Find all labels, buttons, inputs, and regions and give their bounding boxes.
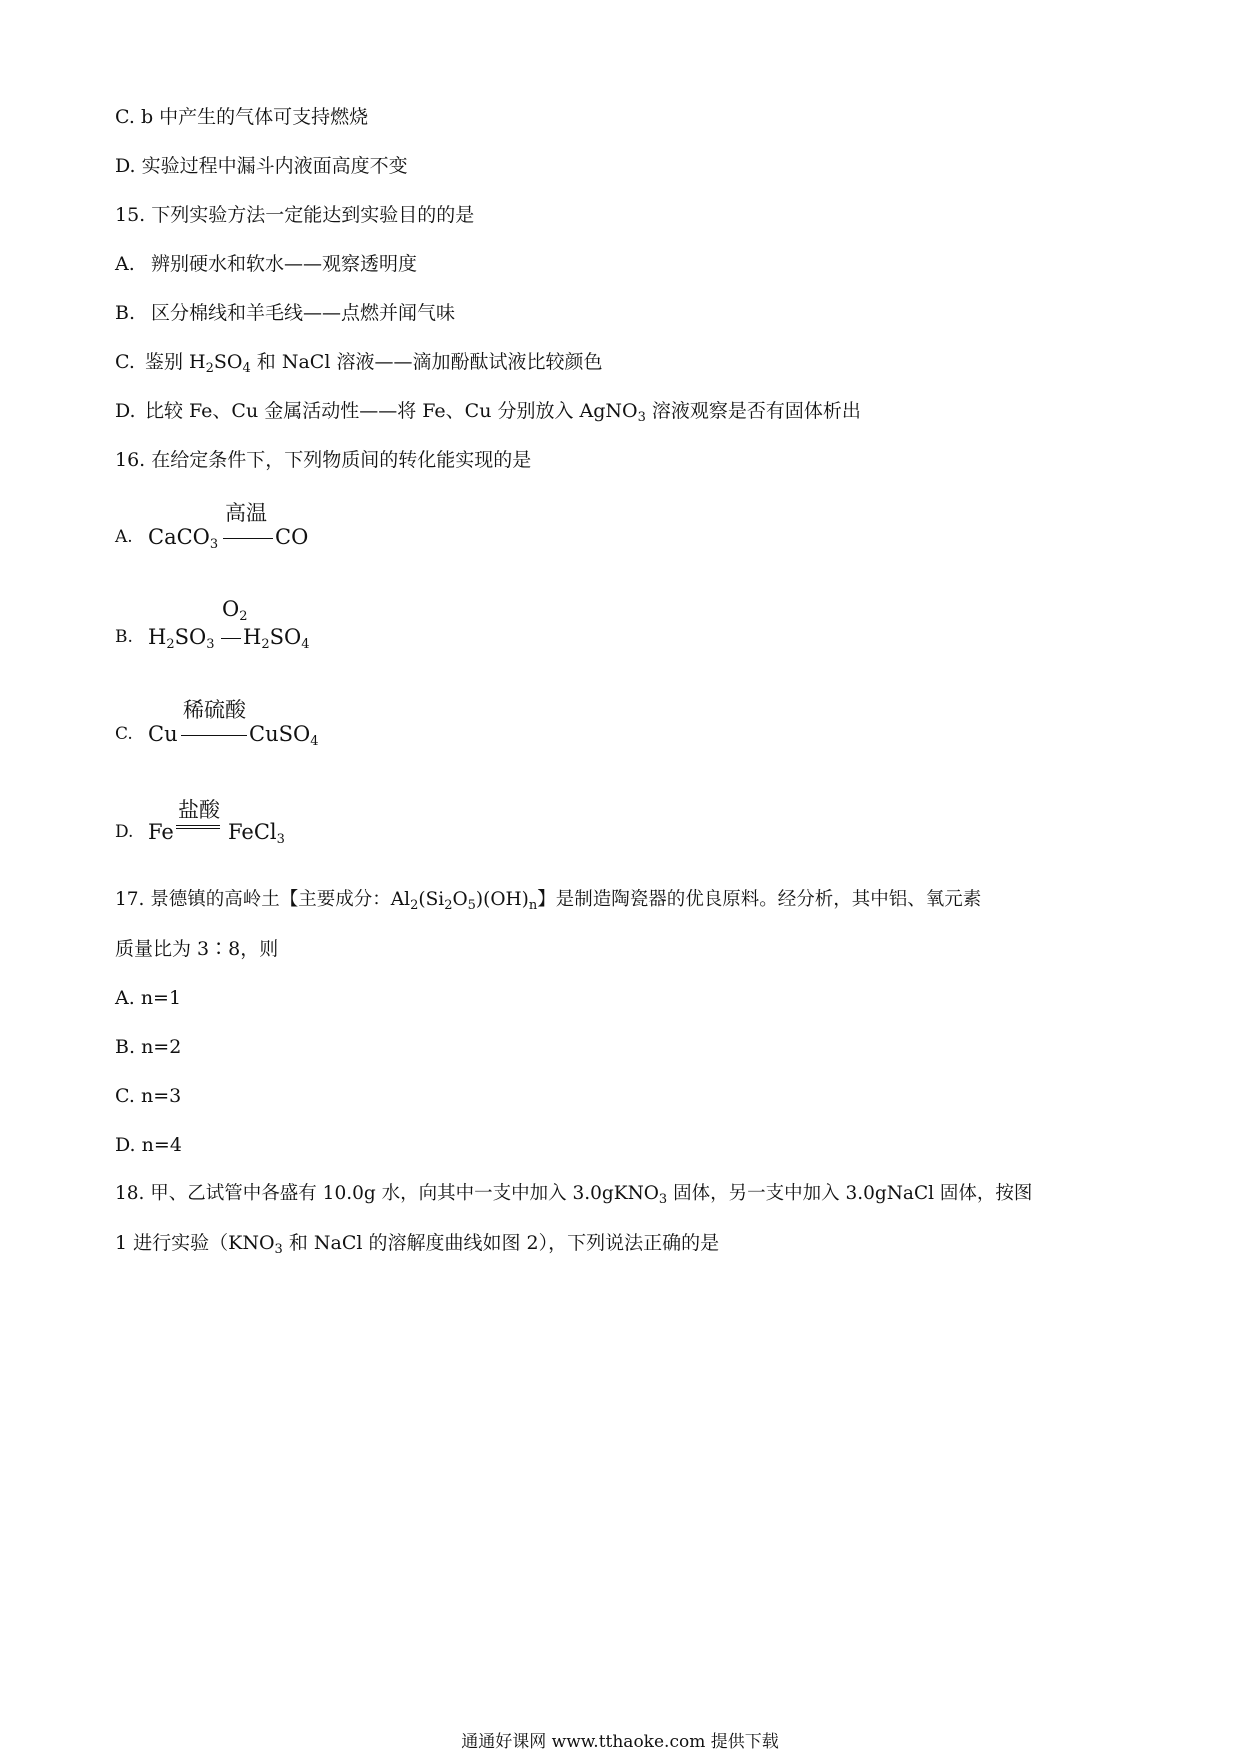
q16-option-c (115, 692, 415, 752)
option-label: D. (115, 400, 136, 422)
reactant: $H_2SO_3$ (148, 625, 215, 652)
option-label: C. (115, 724, 133, 744)
reactant: Fe (148, 820, 174, 844)
q17-option-a: A. n=1 (115, 987, 182, 1009)
q17-option-c: C. n=3 (115, 1085, 182, 1107)
product: FeCl$_3$ (228, 820, 285, 847)
reaction-arrow (221, 638, 241, 639)
option-text: 区分棉线和羊毛线——点燃并闻气味 (151, 302, 456, 324)
q18-stem-line1: 18. 甲、乙试管中各盛有 10.0g 水，向其中一支中加入 3.0gKNO$_3$ 固体，另一支中加入 3.0gNaCl 固体，按图 (115, 1183, 1033, 1207)
product: CO (275, 525, 309, 549)
product: $H_2SO_4$ (243, 625, 310, 652)
reaction-arrow-lower (176, 828, 220, 829)
reaction-condition: $O_2$ (222, 597, 248, 624)
option-text: 辨别硬水和软水——观察透明度 (151, 253, 418, 275)
q15-option-b (115, 300, 455, 326)
q16-option-b (115, 595, 415, 655)
reaction-arrow (223, 538, 273, 539)
q16-stem: 16. 在给定条件下，下列物质间的转化能实现的是 (115, 449, 532, 471)
q17-option-b: B. n=2 (115, 1036, 182, 1058)
q15-option-d: D. 比较 Fe、Cu 金属活动性——将 Fe、Cu 分别放入 AgNO$_3$ 溶液观察是否有固体析出 (115, 400, 861, 425)
q14-option-d (115, 153, 408, 179)
q17-stem-line1: 17. 景德镇的高岭土【主要成分：$Al_2(Si_2O_5)(OH)_n$】是制造陶瓷器的优良原料。经分析，其中铝、氧元素 (115, 889, 982, 913)
reaction-condition: 稀硫酸 (183, 698, 246, 722)
q16-option-d (115, 790, 415, 850)
reaction-condition: 盐酸 (178, 798, 220, 822)
q15-option-a (115, 251, 417, 277)
q16-option-a (115, 495, 415, 555)
product: CuSO$_4$ (249, 722, 319, 749)
option-label: A. (115, 253, 135, 275)
q14-option-c (115, 104, 368, 130)
reactant: Cu (148, 722, 178, 746)
option-label: C. (115, 106, 135, 128)
q17-stem-line2: 质量比为 3∶8，则 (115, 938, 279, 960)
option-label: D. (115, 155, 136, 177)
option-label: D. (115, 822, 134, 842)
option-label: C. (115, 351, 135, 373)
option-label: B. (115, 627, 133, 647)
q17-option-d: D. n=4 (115, 1134, 182, 1156)
option-text: b 中产生的气体可支持燃烧 (140, 106, 369, 128)
reactant: CaCO$_3$ (148, 525, 219, 552)
option-label: B. (115, 302, 136, 324)
option-text: 实验过程中漏斗内液面高度不变 (141, 155, 408, 177)
reaction-arrow (176, 825, 220, 826)
option-label: A. (115, 527, 133, 547)
q18-stem-line2: 1 进行实验（$KNO_3$ 和 NaCl 的溶解度曲线如图 2），下列说法正确的是 (115, 1232, 720, 1257)
q15-stem: 15. 下列实验方法一定能达到实验目的的是 (115, 204, 475, 226)
page-footer: 通通好课网 www.tthaoke.com 提供下载 (461, 1732, 779, 1752)
q15-option-c: C. 鉴别 $H_2SO_4$ 和 NaCl 溶液——滴加酚酞试液比较颜色 (115, 351, 603, 376)
reaction-arrow (181, 735, 247, 736)
reaction-condition: 高温 (225, 501, 267, 525)
